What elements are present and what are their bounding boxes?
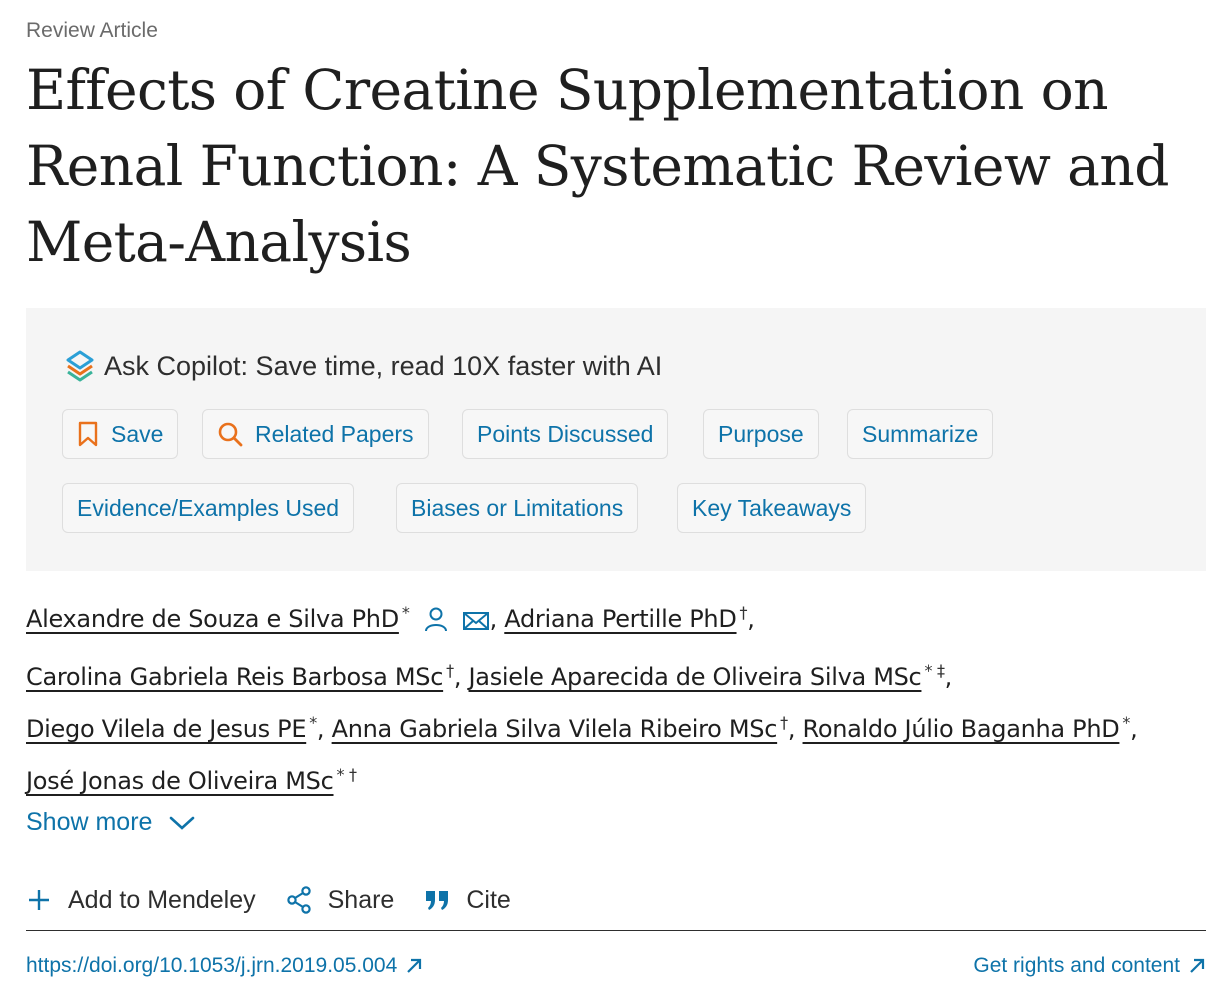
cite-button[interactable] [424,886,510,915]
quote-icon [424,888,450,912]
author-list [26,590,1211,804]
author-separator: , [944,663,952,691]
author-link[interactable]: Anna Gabriela Silva Vilela Ribeiro MSc [331,715,778,743]
biases-limitations-button[interactable]: Biases or Limitations [396,483,638,533]
chevron-down-icon [168,814,196,832]
author-separator: , [489,605,497,633]
article-actions [26,880,541,920]
author-link[interactable]: Adriana Pertille PhD [504,605,737,633]
author-separator: , [747,605,755,633]
author-affiliation-marks: * ‡ [924,661,945,680]
copilot-logo-icon [62,348,98,384]
author-separator: , [316,715,325,743]
summarize-button[interactable]: Summarize [847,409,993,459]
save-button[interactable] [62,409,178,459]
doi-text: https://doi.org/10.1053/j.jrn.2019.05.004 [26,954,398,977]
author-affiliation-marks: † [446,661,454,680]
copilot-heading [62,348,662,384]
share-label: Share [327,885,395,914]
show-more-label: Show more [26,808,153,836]
doi-link[interactable] [26,954,423,978]
author-link[interactable]: Ronaldo Júlio Baganha PhD [802,715,1120,743]
divider [26,930,1206,931]
related-papers-button[interactable] [202,409,429,459]
get-rights-link[interactable] [973,954,1206,978]
author-affiliation-marks: † [780,713,788,732]
share-icon [286,886,312,914]
evidence-examples-button[interactable]: Evidence/Examples Used [62,483,354,533]
person-icon[interactable] [422,602,450,648]
rights-text: Get rights and content [973,954,1180,977]
cite-label: Cite [466,885,511,914]
article-title: Effects of Creatine Supplementation on Renal Function: A Systematic Review and Meta-Analysis [26,58,1169,274]
author-affiliation-marks: * [401,603,410,622]
key-takeaways-button[interactable]: Key Takeaways [677,483,866,533]
author-link[interactable]: Jasiele Aparecida de Oliveira Silva MSc [468,663,922,691]
bookmark-icon [77,421,99,447]
author-separator: , [1130,715,1138,743]
author-link[interactable]: Carolina Gabriela Reis Barbosa MSc [26,663,444,691]
author-link[interactable]: Diego Vilela de Jesus PE [26,715,307,743]
author-affiliation-marks: * † [336,765,357,784]
show-more-button[interactable] [26,808,196,837]
author-link[interactable]: Alexandre de Souza e Silva PhD [26,605,399,633]
author-affiliation-marks: * [1122,713,1131,732]
copilot-heading-text: Ask Copilot: Save time, read 10X faster with AI [104,350,663,381]
email-icon[interactable] [462,602,490,648]
save-button-label: Save [111,420,164,447]
plus-icon [26,887,52,913]
points-discussed-button[interactable]: Points Discussed [462,409,668,459]
share-button[interactable] [286,886,395,915]
mendeley-label: Add to Mendeley [68,885,256,914]
author-link[interactable]: José Jonas de Oliveira MSc [26,767,334,795]
add-to-mendeley-button[interactable] [26,886,256,915]
external-link-icon [1188,957,1206,975]
author-affiliation-marks: * [309,713,317,732]
author-separator: , [787,715,796,743]
external-link-icon [405,957,423,975]
author-separator: , [453,663,462,691]
search-icon [217,421,243,447]
article-type-label: Review Article [26,19,158,42]
copilot-panel [26,308,1206,571]
author-affiliation-marks: † [739,603,748,622]
purpose-button[interactable]: Purpose [703,409,819,459]
related-papers-label: Related Papers [255,420,414,447]
